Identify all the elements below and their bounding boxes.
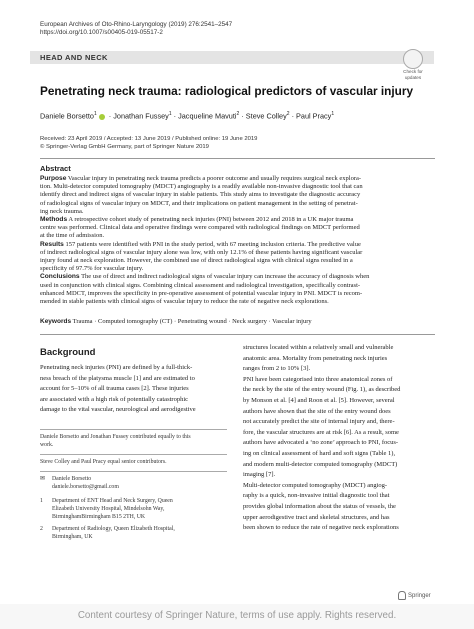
author-separator: · [106,111,114,121]
footnote-divider [40,471,227,472]
body-text-line: not accurately predict the site of internal injury and, there- [243,418,395,426]
body-text-line: ing on clinical assessment of hard and soft signs (Table 1), [243,450,396,457]
abstract-text: 157 patients were identified with PNI in the study period, with 67 meeting inclusion criteria. The predictive value [63,240,361,248]
body-text-line: authors have advocated a ‘no zone’ approach to PNI, focus- [243,439,399,447]
abstract-text: of radiological signs of vascular injury on MDCT, and their implications on patient management in the setting of penetrat- [40,199,358,207]
abstract-text: injury found at neck exploration. However, the combined use of direct radiological signs with clinical signs resulted in a [40,257,353,264]
abstract-line [40,232,104,240]
affiliation-number: 1 [40,498,43,504]
journal-citation: European Archives of Oto-Rhino-Laryngology (2019) 276:2541–2547 [40,21,233,28]
author-affiliation: 1 [331,111,335,117]
abstract-line [40,249,362,257]
footnote-senior: Steve Colley and Paul Pracy equal senior contributors. [40,459,167,465]
section-label: HEAD AND NECK [40,53,108,62]
check-badge-line2: updates [404,74,422,80]
abstract-text: specificity of 97.7% for vascular injury. [40,265,144,273]
author-separator: · [289,111,297,121]
body-text-line: Penetrating neck injuries (PNI) are defined by a full-thick- [40,364,193,371]
abstract-text: enhanced MDCT, improves the specificity in pre-operative assessment of potential vascular injury in PNI. MDCT is recom- [40,289,363,297]
envelope-icon: ✉ [40,476,45,482]
footnote-contribution-cont: work. [40,442,54,448]
body-text-line: Multi-detector computed tomography (MDCT) angiog- [243,481,388,489]
abstract-text: mended in stable patients with clinical signs of vascular injury to reduce the rate of negative neck explorations. [40,298,329,305]
check-badge-line1: Check for [403,69,423,74]
abstract-text: of indirect radiological signs of vascular injury alone was low, with only 12.1% of these patients having significant vascular [40,248,363,256]
body-text-line: damage to the vital vascular, neurological and aerodigestive [40,406,196,414]
affiliation-line: Department of ENT Head and Neck Surgery, Queen [52,498,173,504]
abstract-line [40,273,369,281]
journal-header [40,21,232,37]
keywords-label: Keywords [40,318,72,325]
abstract-section-label: Results [40,240,64,248]
abstract-text: ing neck trauma. [40,207,84,215]
corresponding-email[interactable]: daniele.borsetto@gmail.com [52,484,119,490]
body-text-line: PNI have been categorised into three anatomical zones of [243,375,393,383]
article-title: Penetrating neck trauma: radiological predictors of vascular injury [40,84,414,98]
author-separator: · [171,111,179,121]
abstract-section-label: Conclusions [40,273,80,281]
keywords [40,318,312,325]
abstract-text: at the time of admission. [40,232,105,240]
abstract-line [40,257,353,265]
body-text-line: ranges from 2 to 10% [3]. [243,365,311,373]
springer-horse-icon [398,591,406,600]
background-heading: Background [40,347,96,358]
body-text-line: upper aerodigestive tract and skeletal structures, and has [243,513,390,521]
author-affiliation: 1 [93,111,97,117]
check-for-updates-badge[interactable] [396,47,430,81]
publication-dates [40,135,257,151]
copyright-line: © Springer-Verlag GmbH Germany, part of Springer Nature 2019 [40,144,209,150]
abstract-section-label: Methods [40,216,68,223]
affiliation-number: 2 [40,526,43,532]
body-text-line: raphy is a quick, non-invasive initial diagnostic tool that [243,492,390,500]
abstract-text: used in conjunction with clinical signs. Combining clinical assessment and radiological investigation, specifically contrast- [40,281,361,289]
footnote-contribution: Daniele Borsetto and Jonathan Fussey contributed equally to this [40,434,191,440]
abstract-line [40,175,361,183]
divider [40,334,435,335]
author-name[interactable]: Jacqueline Mavuti [178,111,237,121]
abstract-text: A retrospective cohort study of penetrating neck injuries (PNI) between 2012 and 2018 in a UK major trauma [67,216,354,223]
courtesy-banner [0,604,474,629]
author-name[interactable]: Paul Pracy [296,111,332,121]
body-text-line: structures located within a relatively small and vulnerable [243,344,394,351]
abstract-line [40,191,360,199]
affiliation-line: Birmingham, UK [52,534,93,540]
abstract-text: centre was performed. Clinical data and operative findings were compared with radiological findings on MDCT performed [40,224,360,232]
abstract-line [40,282,360,290]
courtesy-text: Content courtesy of Springer Nature, terms of use apply. Rights reserved. [77,610,397,621]
abstract-line [40,224,360,232]
body-text-line: been shown to reduce the rate of negative neck explorations [243,524,399,532]
author-name[interactable]: Daniele Borsetto [40,111,94,121]
body-text-line: imaging [7]. [243,471,276,479]
body-text-line: and modern multi-detector computed tomography (MDCT) [243,460,398,468]
abstract-line [40,183,363,191]
dates-line: Received: 23 April 2019 / Accepted: 13 June 2019 / Published online: 19 June 2019 [40,136,258,142]
abstract-line [40,265,143,273]
abstract-section-label: Purpose [40,175,67,182]
author-affiliation: 2 [286,111,290,117]
corresponding-author: Daniele Borsetto [52,476,92,482]
doi-link[interactable]: https://doi.org/10.1007/s00405-019-05517-2 [40,29,163,36]
author-affiliation: 2 [236,111,240,117]
abstract-line [40,208,84,216]
affiliation-line: BirminghamBirmingham B15 2TH, UK [52,514,146,520]
abstract-text: The use of direct and indirect radiological signs of vascular injury can increase the accuracy of diagnosis when [79,273,370,281]
body-text-line: anatomic area. Mortality from penetrating neck injuries [243,354,388,362]
author-affiliation: 1 [168,111,172,117]
abstract-text: identify direct and indirect signs of vascular injury in stable patients. This study aims to investigate the diagnostic accuracy [40,191,361,199]
abstract-line [40,298,329,306]
publisher-name: Springer [408,593,431,600]
abstract-line [40,290,362,298]
section-bar [30,51,434,64]
body-text-line: account for 5–10% of all trauma cases [2]. These injuries [40,385,189,393]
abstract-line [40,241,361,249]
author-name[interactable]: Steve Colley [245,111,287,121]
affiliation-line: Elizabeth University Hospital, Mindelsohn Way, [52,506,165,512]
abstract-text: tion. Multi-detector computed tomography (MDCT) angiography is a readily available non-invasive diagnostic tool that can [40,183,363,191]
body-text-line: ness breach of the platysma muscle [1] and are estimated to [40,374,195,382]
orcid-icon[interactable] [99,114,105,120]
abstract-line [40,216,353,224]
author-list [40,111,334,120]
author-name[interactable]: Jonathan Fussey [113,111,169,121]
body-text-line: are associated with a high risk of potentially catastrophic [40,395,189,403]
body-text-line: authors have shown that the site of the entry wound does [243,407,391,415]
divider [40,158,435,159]
affiliation-line: Department of Radiology, Queen Elizabeth Hospital, [52,526,175,532]
footnote-divider [40,454,227,455]
abstract-line [40,200,358,208]
check-for-updates-icon [403,49,423,69]
publisher-mark [398,591,431,600]
abstract-text: Vascular injury in penetrating neck trauma predicts a poorer outcome and usually requires surgical neck explora- [66,175,362,182]
body-text-line: fore, the vascular structures are at risk [6]. As a result, some [243,428,399,436]
abstract-heading: Abstract [40,164,71,173]
body-text-line: provides global information about the status of vessels, the [243,503,396,510]
footnote-divider [40,429,227,430]
body-text-line: by Monson et al. [4] and Roon et al. [5]. However, several [243,397,395,404]
keywords-text: Trauma · Computed tomography (CT) · Penetrating wound · Neck surgery · Vascular injury [71,318,312,325]
author-separator: · [239,111,246,121]
body-text-line: the neck by the site of the entry wound (Fig. 1), as described [243,386,401,394]
